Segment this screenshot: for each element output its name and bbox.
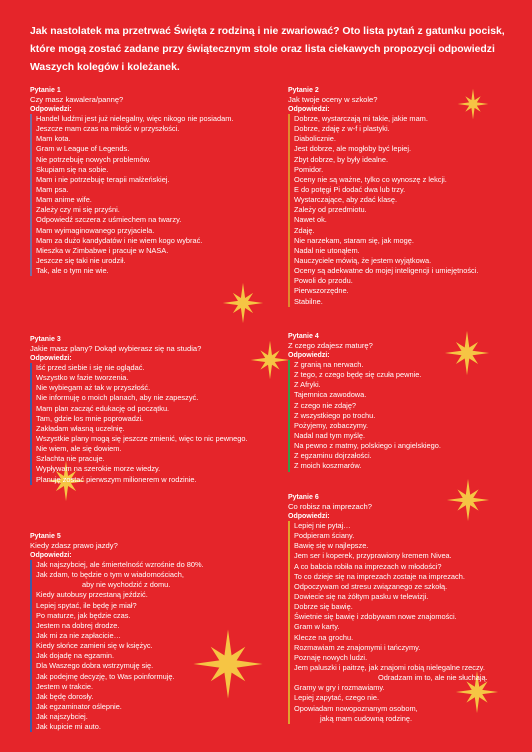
answer-item: Handel ludźmi jest już nielegalny, więc nikogo nie posiadam. [36,114,234,123]
answer-item: Jest dobrze, ale mogłoby być lepiej. [294,144,412,154]
answer-item: Świetnie się bawię i zdobywam nowe znajomości. [294,612,457,622]
answer-item: Zakładam własną uczelnię. [36,423,125,433]
answer-item: Odradzam im to, ale nie słuchają. [378,673,488,683]
answer-item: Mieszka w Zimbabwe i pracuje w NASA. [36,245,169,255]
answer-item: Wszystkie plany mogą się jeszcze zmienić, więc to nic pewnego. [36,433,248,443]
answer-item: Nadal nie utonąłem. [294,245,360,255]
answer-item: Nauczyciele mówią, że jestem wyjątkowa. [294,255,432,265]
answer-item: Mam plan zacząć edukację od początku. [36,403,170,413]
answer-item: Poznaję nowych ludzi. [294,652,368,662]
answer-item: Stabilne. [294,296,323,306]
question-text: Jak twoje oceny w szkole? [288,95,378,104]
question-text: Czy masz kawalera/pannę? [30,95,124,104]
answer-item: Jeszcze mam czas na miłość w przyszłości. [36,124,180,134]
answer-item: jaką mam cudowną rodzinę. [320,713,413,723]
answer-item: A co babcia robiła na imprezach w młodości? [294,561,442,571]
answer-item: Nie potrzebuję nowych problemów. [36,154,151,164]
answers-label: Odpowiedzi: [288,513,330,520]
answers-label: Odpowiedzi: [30,552,72,559]
question-text: Z czego zdajesz maturę? [288,341,373,350]
answer-item: Nadal nad tym myślę. [294,430,366,440]
answer-item: Na pewno z matmy, polskiego i angielskiego. [294,441,441,451]
answer-item: Z moich koszmarów. [294,461,362,471]
answer-item: Powoli do przodu. [294,276,353,286]
answer-item: Z tego, z czego będę się czuła pewnie. [294,370,422,380]
answer-item: Jak najszybciej, ale śmiertelność wzrośnie do 80%. [36,560,204,569]
answer-item: Lepiej spytać, ile będę je miał? [36,600,137,610]
answer-item: Gram w karty. [294,622,340,632]
answer-item: Jak mi za nie zapłacicie… [36,630,122,640]
answers-label: Odpowiedzi: [288,352,330,359]
intro-heading: Jak nastolatek ma przetrwać Święta z rodziną i nie zwariować? Oto lista pytań z gatunku pocisk, które mogą zostać zadane przy świątecznym stole oraz lista ciekawych propozycji odpowiedzi Waszych kolegów i koleżanek. [30,26,505,73]
question-section-2 [288,86,478,307]
answer-item: Z granią na nerwach. [294,360,364,369]
answer-item: Jak zdam, to będzie o tym w wiadomościach, [36,570,184,580]
answer-item: Wystarczające, aby zdać klasę. [294,195,398,205]
answer-item: Tam, gdzie los mnie poprowadzi. [36,413,144,423]
question-text: Kiedy zdasz prawo jazdy? [30,541,118,550]
answers-label: Odpowiedzi: [288,106,330,113]
question-title: Pytanie 4 [288,333,319,340]
answer-item: Dobrze, zdaję z w-f i plastyki. [294,124,390,134]
answers-label: Odpowiedzi: [30,106,72,113]
answer-item: Jak kupicie mi auto. [36,722,101,732]
question-text: Jakie masz plany? Dokąd wybierasz się na studia? [30,344,202,353]
answers-list [288,360,441,472]
answer-item: Nie wiem, ale się dowiem. [36,444,122,454]
question-section-1 [30,86,233,276]
answer-item: Dowiecie się na żółtym pasku w telewizji. [294,591,429,601]
answer-item: Nie wybiegam aż tak w przyszłość. [36,383,151,393]
question-section-4 [288,332,441,472]
answers-list [30,363,248,485]
question-title: Pytanie 3 [30,336,61,343]
question-title: Pytanie 6 [288,494,319,501]
answer-item: Tak, ale o tym nie wie. [36,266,109,276]
answer-item: Pomidor. [294,164,324,174]
answer-item: Jak egzaminator oślepnie. [36,701,122,711]
answer-item: Oceny są adekwatne do mojej inteligencji i umiejętności. [294,266,479,276]
answer-item: Z egzaminu dojrzałości. [294,451,372,461]
question-section-6 [288,493,488,724]
answer-item: Diabolicznie. [294,134,336,144]
answer-item: Jem ser i koperek, przyprawiony kremem Nivea. [294,551,452,561]
answer-item: Kiedy słońce zamieni się w księżyc. [36,641,153,651]
answer-item: Po maturze, jak będzie czas. [36,610,131,620]
answer-item: Mam i nie potrzebuję terapii małżeńskiej. [36,174,170,184]
answer-item: Mam kota. [36,134,71,144]
answer-item: To co dzieje się na imprezach zostaje na imprezach. [294,571,465,581]
answer-item: Mam anime wife. [36,195,92,205]
answer-item: Lepiej nie pytaj… [294,521,351,530]
star-icon [250,340,290,380]
answer-item: Z Afryki. [294,380,321,390]
answer-item: Mam wyimaginowanego przyjaciela. [36,225,155,235]
answer-item: Kiedy autobusy przestaną jeździć. [36,590,148,600]
answer-item: Tajemnica zawodowa. [294,390,367,400]
answer-item: Odpoczywam od stresu związanego ze szkołą. [294,581,448,591]
answer-item: Pożyjemy, zobaczymy. [294,420,369,430]
answer-item: Jak dojadę na egzamin. [36,651,115,661]
answer-item: Zbyt dobrze, by były idealne. [294,154,389,164]
answer-item: Nie informuję o moich planach, aby nie zapeszyć. [36,393,199,403]
answer-item: Zależy czy mi się przyśni. [36,205,120,215]
answer-item: Gram w League of Legends. [36,144,130,154]
answer-item: Wypływam na szerokie morze wiedzy. [36,464,161,474]
answer-item: Jak najszybciej. [36,712,88,722]
answer-item: Oceny nie są ważne, tylko co wynoszę z lekcji. [294,174,447,184]
answer-item: Bawię się w najlepsze. [294,541,369,551]
answer-item: Jem paluszki i paitrzę, jak znajomi robią nielegalne rzeczy. [294,662,485,672]
answer-item: Jak będę dorosły. [36,691,94,701]
question-title: Pytanie 2 [288,87,319,94]
answer-item: aby nie wychodzić z domu. [82,580,171,590]
question-title: Pytanie 5 [30,533,61,540]
answer-item: Lepiej zapytać, czego nie. [294,693,380,703]
answer-item: Planuję zostać pierwszym milionerem w rodzinie. [36,474,197,484]
answer-item: Z czego nie zdaję? [294,400,357,410]
answer-item: Rozmawiam ze znajomymi i tańczymy. [294,642,421,652]
answer-item: Jestem w trakcie. [36,681,94,691]
answer-item: Zdaję. [294,225,315,235]
answer-item: Jeszcze się taki nie urodził. [36,255,126,265]
answer-item: Opowiadam nowopoznanym osobom, [294,703,418,713]
answer-item: Dobrze, wystarczają mi takie, jakie mam. [294,114,428,123]
answer-item: Odpowiedź szczera z uśmiechem na twarzy. [36,215,182,225]
answers-label: Odpowiedzi: [30,355,72,362]
answer-item: Pierwszorzędne. [294,286,349,296]
answer-item: Nawet ok. [294,215,327,225]
question-section-5 [30,532,204,732]
answer-item: Skupiam się na sobie. [36,164,109,174]
answer-item: Zależy od przedmiotu. [294,205,367,215]
answers-list [288,114,478,307]
answer-item: Nie narzekam, staram się, jak mogę. [294,235,414,245]
question-section-3 [30,335,248,485]
star-icon [444,330,490,376]
answer-item: Z wszystkiego po trochu. [294,410,376,420]
star-icon [222,282,264,324]
answer-item: E do potęgi Pi dodać dwa lub trzy. [294,184,406,194]
answer-item: Jestem na dobrej drodze. [36,620,120,630]
answers-list [30,114,233,276]
answer-item: Mam za dużo kandydatów i nie wiem kogo wybrać. [36,235,203,245]
question-title: Pytanie 1 [30,87,61,94]
answer-item: Szlachta nie pracuje. [36,454,105,464]
answer-item: Jak podejmę decyzję, to Was poinformuję. [36,671,175,681]
answer-item: Klecze na grochu. [294,632,354,642]
answer-item: Dobrze się bawię. [294,602,353,612]
answer-item: Wszystko w fazie tworzenia. [36,373,129,383]
answers-list [288,521,488,724]
question-text: Co robisz na imprezach? [288,502,372,511]
answer-item: Mam psa. [36,184,69,194]
answer-item: Iść przed siebie i się nie oglądać. [36,363,145,372]
answer-item: Gramy w gry i rozmawiamy. [294,683,385,693]
answer-item: Dla Waszego dobra wstrzymuję się. [36,661,154,671]
answer-item: Podpieram ściany. [294,531,355,541]
answers-list [30,560,204,732]
